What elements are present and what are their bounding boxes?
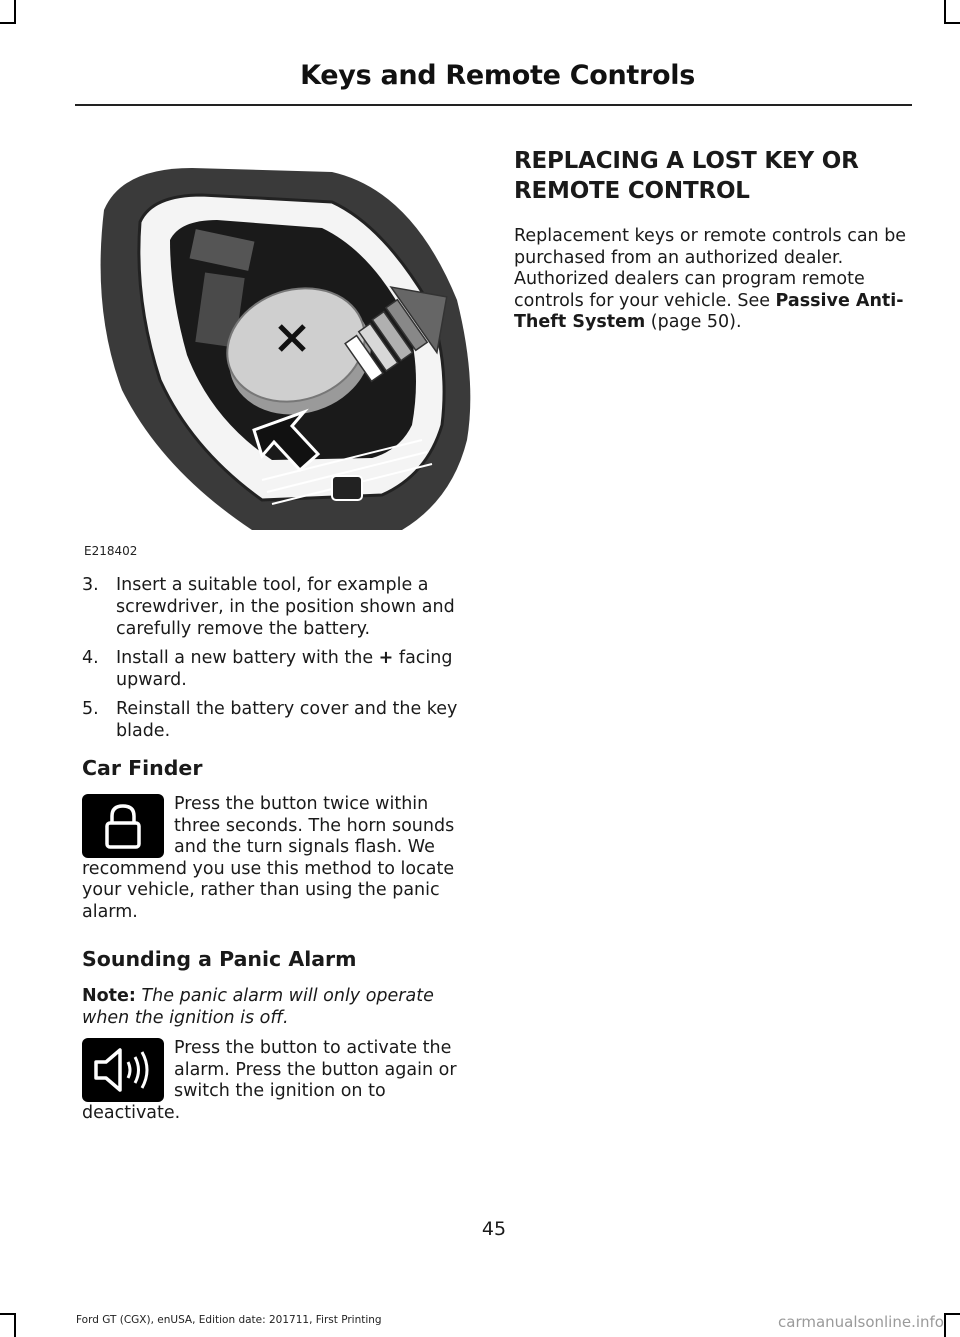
car-finder-text: Press the button twice within three seconds. The horn sounds and the turn signals flash. We recommend you use this method to locate your vehicle, rather than using the panic alarm.: [82, 794, 455, 922]
crop-mark: [944, 1313, 946, 1337]
crop-mark: [944, 0, 946, 24]
crop-mark: [14, 0, 16, 24]
list-item: 5. Reinstall the battery cover and the key blade.: [82, 699, 458, 741]
page-number: 45: [481, 1218, 507, 1240]
battery-steps-list: [82, 574, 477, 749]
figure-code: E218402: [84, 544, 138, 558]
crop-mark: [0, 22, 16, 24]
replacing-key-text: Replacement keys or remote controls can be purchased from an authorized dealer. Authorized dealers can program remote controls for your vehicle. See Passive Anti-Theft System (page 50).: [514, 226, 907, 332]
footer-edition: Ford GT (CGX), enUSA, Edition date: 201711, First Printing: [76, 1314, 382, 1326]
crop-mark: [944, 1313, 960, 1315]
panic-note: Note: The panic alarm will only operate when the ignition is off.: [82, 986, 434, 1028]
list-item: 3. Insert a suitable tool, for example a screwdriver, in the position shown and carefully remove the battery.: [82, 575, 455, 639]
replacing-key-heading: REPLACING A LOST KEY OR REMOTE CONTROL: [514, 148, 859, 204]
list-item: 4. Install a new battery with the + facing upward.: [82, 648, 453, 690]
passive-anti-theft-link[interactable]: Passive Anti-Theft System: [514, 290, 904, 332]
panic-alarm-text: Press the button to activate the alarm. Press the button again or switch the ignition on to deactivate.: [82, 1038, 457, 1123]
plus-symbol: +: [378, 648, 394, 668]
key-fob-battery-illustration: [82, 140, 474, 540]
watermark: carmanualsonline.info: [778, 1313, 944, 1331]
crop-mark: [14, 1313, 16, 1337]
car-finder-heading: Car Finder: [82, 756, 203, 780]
crop-mark: [0, 1313, 16, 1315]
crop-mark: [944, 22, 960, 24]
panic-alarm-heading: Sounding a Panic Alarm: [82, 947, 357, 971]
header-rule: [75, 104, 912, 106]
page-header-title: Keys and Remote Controls: [300, 60, 695, 91]
